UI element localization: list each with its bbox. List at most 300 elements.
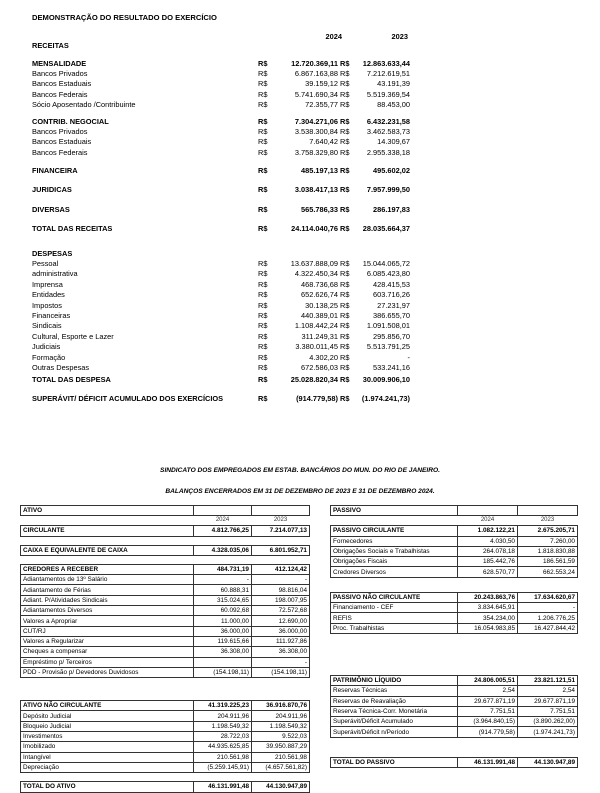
account-label: CREDORES A RECEBER: [21, 564, 194, 574]
value-2023: 495.602,02: [373, 166, 410, 175]
currency-2023: R$: [340, 321, 350, 331]
value-2023: 29.677.871,19: [518, 696, 578, 706]
currency-2024: R$: [258, 311, 268, 320]
caixa-row: [21, 545, 310, 555]
value-2023: 36.916.870,76: [252, 701, 310, 711]
value-2024: 1.198.549,32: [194, 721, 252, 731]
value-2024: 11.000,00: [194, 616, 252, 626]
passivo-title-row: [331, 506, 578, 516]
account-label: Adiant. P/Atividades Sindicais: [21, 595, 194, 605]
statement-row: [32, 137, 410, 147]
account-row: [331, 706, 578, 716]
statement-total-row: [32, 375, 410, 385]
value-2024: 185.442,76: [458, 557, 518, 567]
value-2023: 210.561,98: [252, 752, 310, 762]
value-2023: 295.856,70: [373, 331, 410, 341]
value-2024: 3.380.011,45: [295, 342, 338, 352]
account-label: CUT/RJ: [21, 626, 194, 636]
currency-2024: R$: [258, 279, 268, 289]
spacer: [331, 737, 578, 757]
account-label: PATRIMÔNIO LÍQUIDO: [331, 675, 458, 685]
receitas-heading: RECEITAS: [32, 41, 69, 50]
value-2023: 2.675.205,71: [518, 526, 578, 536]
account-row: [21, 667, 310, 677]
currency-2024: R$: [258, 259, 268, 268]
value-2024: 3.758.329,80: [294, 147, 338, 157]
currency-2023: R$: [340, 59, 350, 68]
passivo-table: [330, 505, 578, 768]
currency-2023: R$: [340, 363, 350, 372]
row-label: Bancos Privados: [32, 127, 88, 136]
row-label: JURIDICAS: [32, 185, 72, 194]
value-2024: 29.677.871,19: [458, 696, 518, 706]
account-row: [21, 732, 310, 742]
value-2024: 1.082.122,21: [458, 526, 518, 536]
value-2023: 186.561,59: [518, 557, 578, 567]
currency-2023: R$: [340, 300, 350, 310]
value-2023: 23.821.121,51: [518, 675, 578, 685]
value-2024: 30.138,25: [305, 300, 338, 310]
value-2023: 2.955.338,18: [366, 147, 410, 157]
statement-row: [32, 269, 410, 279]
value-2023: (3.890.262,00): [518, 717, 578, 727]
value-2023: 9.522,03: [252, 732, 310, 742]
row-label: Imprensa: [32, 279, 63, 289]
account-label: Valores a Regularizar: [21, 636, 194, 646]
currency-2023: R$: [340, 375, 350, 384]
account-row: [21, 752, 310, 762]
statement-total-row: [32, 59, 410, 69]
value-2024: 264.078,18: [458, 546, 518, 556]
value-2024: 4.812.766,25: [194, 526, 252, 536]
account-row: [21, 721, 310, 731]
account-row: [21, 585, 310, 595]
value-2024: 468.736,68: [301, 279, 338, 289]
account-label: Reserva Técnica-Corr. Monetária: [331, 706, 458, 716]
value-2024: (3.964.840,15): [458, 717, 518, 727]
value-2024: -: [194, 575, 252, 585]
value-2024: 46.131.991,48: [458, 757, 518, 767]
account-label: Proc. Trabalhistas: [331, 623, 458, 633]
row-label: Bancos Federais: [32, 147, 88, 157]
despesas-heading: DESPESAS: [32, 249, 73, 258]
account-label: Investimentos: [21, 732, 194, 742]
row-label: Bancos Estaduais: [32, 137, 92, 147]
value-2024: 12.720.369,11: [291, 59, 338, 68]
statement-total-row: [32, 205, 410, 215]
currency-2023: R$: [340, 89, 350, 99]
value-2024: 6.867.163,88: [294, 69, 338, 78]
value-2024: 7.751,51: [458, 706, 518, 716]
value-2023: 204.911,96: [252, 711, 310, 721]
value-2024: 4.328.035,06: [194, 545, 252, 555]
statement-total-row: [32, 117, 410, 127]
value-2024: 72.355,77: [305, 100, 338, 110]
account-row: [21, 636, 310, 646]
currency-2023: R$: [340, 69, 350, 78]
value-2023: 12.690,00: [252, 616, 310, 626]
value-2023: 30.009.906,10: [362, 375, 410, 384]
spacer: [21, 678, 310, 701]
currency-2024: R$: [258, 89, 268, 99]
currency-2023: R$: [340, 137, 350, 147]
row-label: Cultural, Esporte e Lazer: [32, 331, 114, 341]
value-2023: 3.462.583,73: [366, 127, 410, 136]
currency-2024: R$: [258, 342, 268, 352]
account-label: Cheques a compensar: [21, 647, 194, 657]
value-2023: 603.716,26: [373, 290, 410, 300]
account-row: [331, 567, 578, 577]
account-row: [21, 762, 310, 772]
value-2024: 20.243.863,76: [458, 592, 518, 602]
value-2024: 25.028.820,34: [290, 375, 338, 384]
currency-2023: R$: [340, 185, 350, 194]
account-label: Imobilizado: [21, 742, 194, 752]
value-2023: -: [252, 575, 310, 585]
statement-row: [32, 100, 410, 110]
statement-row: [32, 127, 410, 137]
statement-row: [32, 69, 410, 79]
value-2024: 485.197,13: [301, 166, 338, 175]
currency-2024: R$: [258, 137, 268, 147]
spacer: [331, 633, 578, 675]
row-label: CONTRIB. NEGOCIAL: [32, 117, 109, 126]
value-2024: 204.911,96: [194, 711, 252, 721]
statement-row: [32, 301, 410, 311]
currency-2023: R$: [340, 224, 350, 233]
value-2023: 533.241,16: [373, 363, 410, 372]
value-2023: 17.634.620,67: [518, 592, 578, 602]
row-label: Formação: [32, 352, 66, 362]
statement-row: [32, 290, 410, 300]
row-label: Bancos Privados: [32, 69, 88, 78]
total-passivo-row: [331, 757, 578, 767]
value-2023: 7.751,51: [518, 706, 578, 716]
row-label: Financeiras: [32, 311, 71, 320]
spacer: [21, 773, 310, 782]
currency-2023: R$: [340, 259, 350, 268]
value-2024: 44.935.625,85: [194, 742, 252, 752]
value-2023: 198.007,95: [252, 595, 310, 605]
account-label: Adiantamentos Diversos: [21, 606, 194, 616]
value-2024: 13.637.888,09: [290, 259, 338, 268]
value-2024: 652.626,74: [301, 290, 338, 300]
account-label: REFIS: [331, 613, 458, 623]
account-label: Empréstimo p/ Terceiros: [21, 657, 194, 667]
currency-2024: R$: [258, 59, 268, 68]
account-label: Depreciação: [21, 762, 194, 772]
account-row: [21, 606, 310, 616]
value-2023: 5.513.791,25: [366, 342, 410, 352]
section-title: ATIVO: [21, 506, 194, 516]
currency-2023: R$: [340, 269, 350, 279]
value-2024: 311.249,31: [301, 331, 338, 341]
spacer: [21, 555, 310, 564]
currency-2024: R$: [258, 375, 268, 384]
value-2023: (154.198,11): [252, 667, 310, 677]
ativo-nao-circulante-row: [21, 701, 310, 711]
value-2023: 7.212.619,51: [366, 69, 410, 78]
value-2024: 2,54: [458, 686, 518, 696]
currency-2023: R$: [340, 127, 350, 136]
value-2024: 440.389,01: [301, 311, 338, 320]
statement-row: [32, 342, 410, 352]
patrimonio-row: [331, 675, 578, 685]
value-2023: 36.308,00: [252, 647, 310, 657]
account-label: Obrigações Fiscais: [331, 557, 458, 567]
value-2023: 28.035.664,37: [362, 224, 410, 233]
value-2023: 44.130.947,89: [518, 757, 578, 767]
currency-2024: R$: [258, 352, 268, 362]
year-header-row: [21, 516, 310, 526]
currency-2024: R$: [258, 321, 268, 331]
currency-2024: R$: [258, 147, 268, 157]
account-label: TOTAL DO PASSIVO: [331, 757, 458, 767]
value-2023: 6.432.231,58: [366, 117, 410, 126]
year-header-row: [331, 516, 578, 526]
value-2023: 1.818.830,88: [518, 546, 578, 556]
account-label: TOTAL DO ATIVO: [21, 782, 194, 792]
account-label: PDD - Provisão p/ Devedores Duvidosos: [21, 667, 194, 677]
year-2024-header: 2024: [325, 32, 342, 41]
income-statement-title: DEMONSTRAÇÃO DO RESULTADO DO EXERCÍCIO: [32, 13, 217, 22]
account-label: Obrigações Sociais e Trabalhistas: [331, 546, 458, 556]
value-2023: 6.801.952,71: [252, 545, 310, 555]
value-2023: 2,54: [518, 686, 578, 696]
row-label: administrativa: [32, 269, 78, 279]
value-2023: 386.655,70: [373, 311, 410, 320]
account-label: CAIXA E EQUIVALENTE DE CAIXA: [21, 545, 194, 555]
value-2023: 39.950.887,29: [252, 742, 310, 752]
statement-row: [32, 148, 410, 158]
value-2023: 72.572,68: [252, 606, 310, 616]
currency-2024: R$: [258, 300, 268, 310]
value-2024: 39.159,12: [305, 79, 338, 89]
account-row: [21, 711, 310, 721]
account-row: [331, 557, 578, 567]
statement-row: [32, 363, 410, 373]
currency-2023: R$: [340, 352, 350, 362]
account-label: PASSIVO NÃO CIRCULANTE: [331, 592, 458, 602]
row-label: TOTAL DAS DESPESA: [32, 375, 111, 384]
value-2023: -: [518, 603, 578, 613]
value-2023: 7.260,00: [518, 536, 578, 546]
row-label: Entidades: [32, 290, 65, 300]
value-2023: 1.198.549,32: [252, 721, 310, 731]
balance-subtitle: BALANÇOS ENCERRADOS EM 31 DE DEZEMBRO DE 2023 E 31 DE DEZEMBRO 2024.: [165, 488, 435, 495]
passivo-circulante-row: [331, 526, 578, 536]
account-label: Adiantamentos de 13º Salário: [21, 575, 194, 585]
account-label: Financiamento - CEF: [331, 603, 458, 613]
currency-2023: R$: [340, 394, 350, 403]
account-label: Superávit/Déficit Acumulado: [331, 717, 458, 727]
account-label: PASSIVO CIRCULANTE: [331, 526, 458, 536]
account-row: [21, 616, 310, 626]
row-label: SUPERÁVIT/ DÉFICIT ACUMULADO DOS EXERCÍCIOS: [32, 394, 224, 403]
value-2024: 628.570,77: [458, 567, 518, 577]
statement-total-row: [32, 166, 410, 176]
currency-2024: R$: [258, 269, 268, 279]
account-row: [21, 657, 310, 667]
account-label: Valores a Apropriar: [21, 616, 194, 626]
currency-2023: R$: [340, 166, 350, 175]
year-2023-header: 2023: [391, 32, 408, 41]
account-row: [331, 603, 578, 613]
row-label: FINANCEIRA: [32, 166, 78, 175]
statement-row: [32, 259, 410, 269]
credores-row: [21, 564, 310, 574]
value-2024: 4.322.450,34: [294, 269, 338, 279]
value-2024: 24.114.040,76: [291, 224, 338, 233]
account-label: Adiantamento de Férias: [21, 585, 194, 595]
value-2023: 1.206.776,25: [518, 613, 578, 623]
row-label: Pessoal: [32, 259, 59, 268]
account-row: [21, 626, 310, 636]
value-2023: 1.091.508,01: [366, 321, 410, 331]
statement-row: [32, 311, 410, 321]
currency-2023: R$: [340, 311, 350, 320]
account-row: [21, 742, 310, 752]
value-2024: (5.259.145,91): [194, 762, 252, 772]
value-2023: 286.197,83: [373, 205, 410, 214]
value-2024: 4.030,50: [458, 536, 518, 546]
value-2024: 60.092,68: [194, 606, 252, 616]
currency-2023: R$: [340, 147, 350, 157]
section-title: PASSIVO: [331, 506, 458, 516]
currency-2023: R$: [340, 290, 350, 300]
value-2024: 672.586,03: [301, 363, 338, 372]
currency-2024: R$: [258, 394, 268, 403]
row-label: Impostos: [32, 300, 62, 310]
value-2024: 1.108.442,24: [294, 321, 338, 331]
currency-2024: R$: [258, 166, 268, 175]
currency-2024: R$: [258, 205, 268, 214]
value-2023: 44.130.947,89: [252, 782, 310, 792]
value-2023: 7.957.999,50: [366, 185, 410, 194]
value-2024: [194, 657, 252, 667]
ativo-title-row: [21, 506, 310, 516]
currency-2024: R$: [258, 331, 268, 341]
value-2024: 315.024,65: [194, 595, 252, 605]
row-label: TOTAL DAS RECEITAS: [32, 224, 113, 233]
value-2023: 27.231,97: [377, 300, 410, 310]
statement-row: [32, 79, 410, 89]
account-label: Reservas de Reavaliação: [331, 696, 458, 706]
value-2023: 43.191,39: [377, 79, 410, 89]
passivo-nao-circulante-row: [331, 592, 578, 602]
value-2024: 4.302,20: [309, 352, 338, 362]
value-2023: 36.000,00: [252, 626, 310, 636]
currency-2023: R$: [340, 79, 350, 89]
value-2023: 111.927,86: [252, 636, 310, 646]
account-label: Depósito Judicial: [21, 711, 194, 721]
value-2023: (4.657.561,82): [252, 762, 310, 772]
year-2023: 2023: [540, 517, 555, 524]
row-label: Sócio Aposentado /Contribuinte: [32, 100, 136, 110]
account-row: [331, 717, 578, 727]
value-2024: 46.131.991,48: [194, 782, 252, 792]
spacer: [331, 577, 578, 592]
account-label: Superávit/Déficit n/Período: [331, 727, 458, 737]
value-2024: 565.786,33: [301, 205, 338, 214]
account-row: [331, 623, 578, 633]
value-2024: 24.806.005,51: [458, 675, 518, 685]
statement-total-row: [32, 224, 410, 234]
statement-total-row: [32, 185, 410, 195]
value-2023: 662.553,24: [518, 567, 578, 577]
value-2024: 210.561,98: [194, 752, 252, 762]
value-2023: -: [407, 352, 410, 362]
value-2024: 7.640,42: [309, 137, 338, 147]
account-row: [331, 686, 578, 696]
currency-2024: R$: [258, 100, 268, 110]
value-2023: 14.309,67: [377, 137, 410, 147]
currency-2023: R$: [340, 117, 350, 126]
currency-2024: R$: [258, 363, 268, 372]
account-label: Bloqueio Judicial: [21, 721, 194, 731]
statement-row: [32, 353, 410, 363]
value-2023: -: [252, 657, 310, 667]
value-2023: 5.519.369,54: [366, 89, 410, 99]
value-2024: 484.731,19: [194, 564, 252, 574]
account-label: CIRCULANTE: [21, 526, 194, 536]
value-2024: 36.000,00: [194, 626, 252, 636]
value-2024: 3.834.645,91: [458, 603, 518, 613]
row-label: MENSALIDADE: [32, 59, 87, 68]
account-row: [331, 727, 578, 737]
currency-2024: R$: [258, 290, 268, 300]
account-label: Intangível: [21, 752, 194, 762]
currency-2024: R$: [258, 185, 268, 194]
value-2024: 354.234,00: [458, 613, 518, 623]
currency-2024: R$: [258, 127, 268, 136]
currency-2023: R$: [340, 279, 350, 289]
account-row: [331, 696, 578, 706]
value-2023: 428.415,53: [373, 279, 410, 289]
currency-2023: R$: [340, 100, 350, 110]
currency-2024: R$: [258, 117, 268, 126]
value-2023: 15.044.065,72: [362, 259, 410, 268]
value-2023: 7.214.077,13: [252, 526, 310, 536]
row-label: DIVERSAS: [32, 205, 70, 214]
currency-2024: R$: [258, 79, 268, 89]
value-2023: 6.085.423,80: [366, 269, 410, 279]
value-2023: (1.974.241,73): [518, 727, 578, 737]
value-2024: 3.538.300,84: [294, 127, 338, 136]
value-2024: 119.615,66: [194, 636, 252, 646]
account-row: [21, 595, 310, 605]
value-2023: 16.427.844,42: [518, 623, 578, 633]
statement-row: [32, 90, 410, 100]
statement-row: [32, 321, 410, 331]
value-2023: (1.974.241,73): [361, 394, 410, 403]
currency-2023: R$: [340, 342, 350, 352]
value-2024: 36.308,00: [194, 647, 252, 657]
value-2024: 60.888,31: [194, 585, 252, 595]
currency-2024: R$: [258, 69, 268, 78]
value-2023: 88.453,00: [377, 100, 410, 110]
account-row: [21, 647, 310, 657]
value-2024: 5.741.690,34: [294, 89, 338, 99]
account-label: Credores Diversos: [331, 567, 458, 577]
value-2024: 41.319.225,23: [194, 701, 252, 711]
row-label: Bancos Federais: [32, 89, 88, 99]
account-row: [21, 575, 310, 585]
value-2024: 3.038.417,13: [294, 185, 338, 194]
row-label: Judiciais: [32, 342, 61, 352]
value-2024: 7.304.271,06: [294, 117, 338, 126]
account-label: ATIVO NÃO CIRCULANTE: [21, 701, 194, 711]
